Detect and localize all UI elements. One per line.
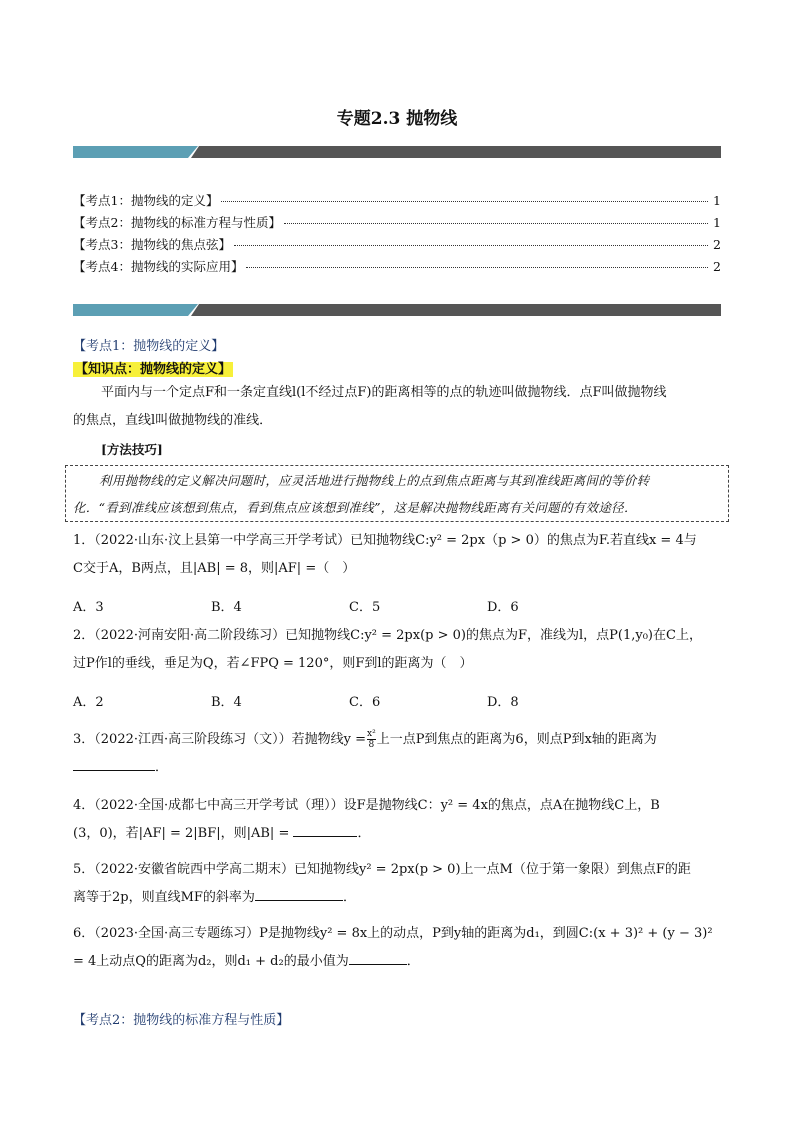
section-banner [73,304,721,316]
toc-item[interactable]: 【考点4：抛物线的实际应用】 2 [73,259,721,274]
method-text: 利用抛物线的定义解决问题时，应灵活地进行抛物线上的点到焦点距离与其到准线距离间的等价转 化．“看到准线应该想到焦点，看到焦点应该想到准线”，这是解决抛物线距离有关问题的有效途径． [73,473,650,515]
answer-blank[interactable] [255,886,343,901]
option-c[interactable]: C．6 [349,695,381,710]
question-4: 4．（2022·全国·成都七中高三开学考试（理））设F是抛物线C：y² = 4x的焦点，点A在抛物线C上，B (3，0)，若|AF| = 2|BF|，则|AB| = ． [73,798,660,841]
definition-line-2: 的焦点，直线l叫做抛物线的准线． [73,413,273,428]
question-1: 1．（2022·山东·汶上县第一中学高三开学考试）已知抛物线C:y² = 2px（p > 0）的焦点为F.若直线x = 4与 C交于A，B两点，且|AB| = 8，则|AF| =（ ） [73,533,697,576]
question-2: 2．（2022·河南安阳·高二阶段练习）已知抛物线C:y² = 2px(p > 0)的焦点为F，准线为l，点P(1,y₀)在C上， 过P作l的垂线，垂足为Q，若∠FPQ = 120°，则F到l的距离为（ ） [73,628,702,671]
option-d[interactable]: D．6 [487,600,519,615]
question-5: 5．（2022·安徽省皖西中学高二期末）已知抛物线y² = 2px(p > 0)上一点M（位于第一象限）到焦点F的距 离等于2p，则直线MF的斜率为 ． [73,862,691,905]
answer-blank[interactable] [73,756,155,771]
title-banner [73,146,721,158]
page-title: 专题2.3 抛物线 [336,109,458,129]
toc-item[interactable]: 【考点2：抛物线的标准方程与性质】 1 [73,215,721,230]
toc-item[interactable]: 【考点3：抛物线的焦点弦】 2 [73,237,721,252]
table-of-contents [73,191,721,279]
option-a[interactable]: A．3 [73,600,104,615]
question-3: 3．（2022·江西·高三阶段练习（文））若抛物线y = $\frac{\text{x²}}{8}$ 上一点P到焦点的距离为6，则点P到x轴的距离为 ． [73,729,657,775]
toc-item[interactable]: 【考点1：抛物线的定义】 1 [73,193,721,208]
answer-blank[interactable] [349,950,407,965]
question-6: 6．（2023·全国·高三专题练习）P是抛物线y² = 8x上的动点，P到y轴的距离为d₁，到圆C:(x + 3)² + (y − 3)² = 4上动点Q的距离为d₂，则d₁ + d₂的最小值为 ． [73,926,713,969]
section-heading: 【考点1：抛物线的定义】 [73,339,225,354]
knowledge-label: 【知识点：抛物线的定义】 [75,362,232,377]
section-heading-2: 【考点2：抛物线的标准方程与性质】 [73,1013,290,1028]
fraction: $\frac{\text{x²}}{8}$ [367,729,376,750]
question-2-options [73,691,723,710]
definition-line-1: 平面内与一个定点F和一条定直线l(l不经过点F)的距离相等的点的轨迹叫做抛物线．点F叫做抛物线 [101,385,667,400]
question-1-options [73,596,723,615]
option-c[interactable]: C．5 [349,600,381,615]
option-b[interactable]: B．4 [211,695,242,710]
option-b[interactable]: B．4 [211,600,242,615]
answer-blank[interactable] [293,822,357,837]
option-a[interactable]: A．2 [73,695,104,710]
method-label: [方法技巧] [101,442,163,457]
option-d[interactable]: D．8 [487,695,519,710]
